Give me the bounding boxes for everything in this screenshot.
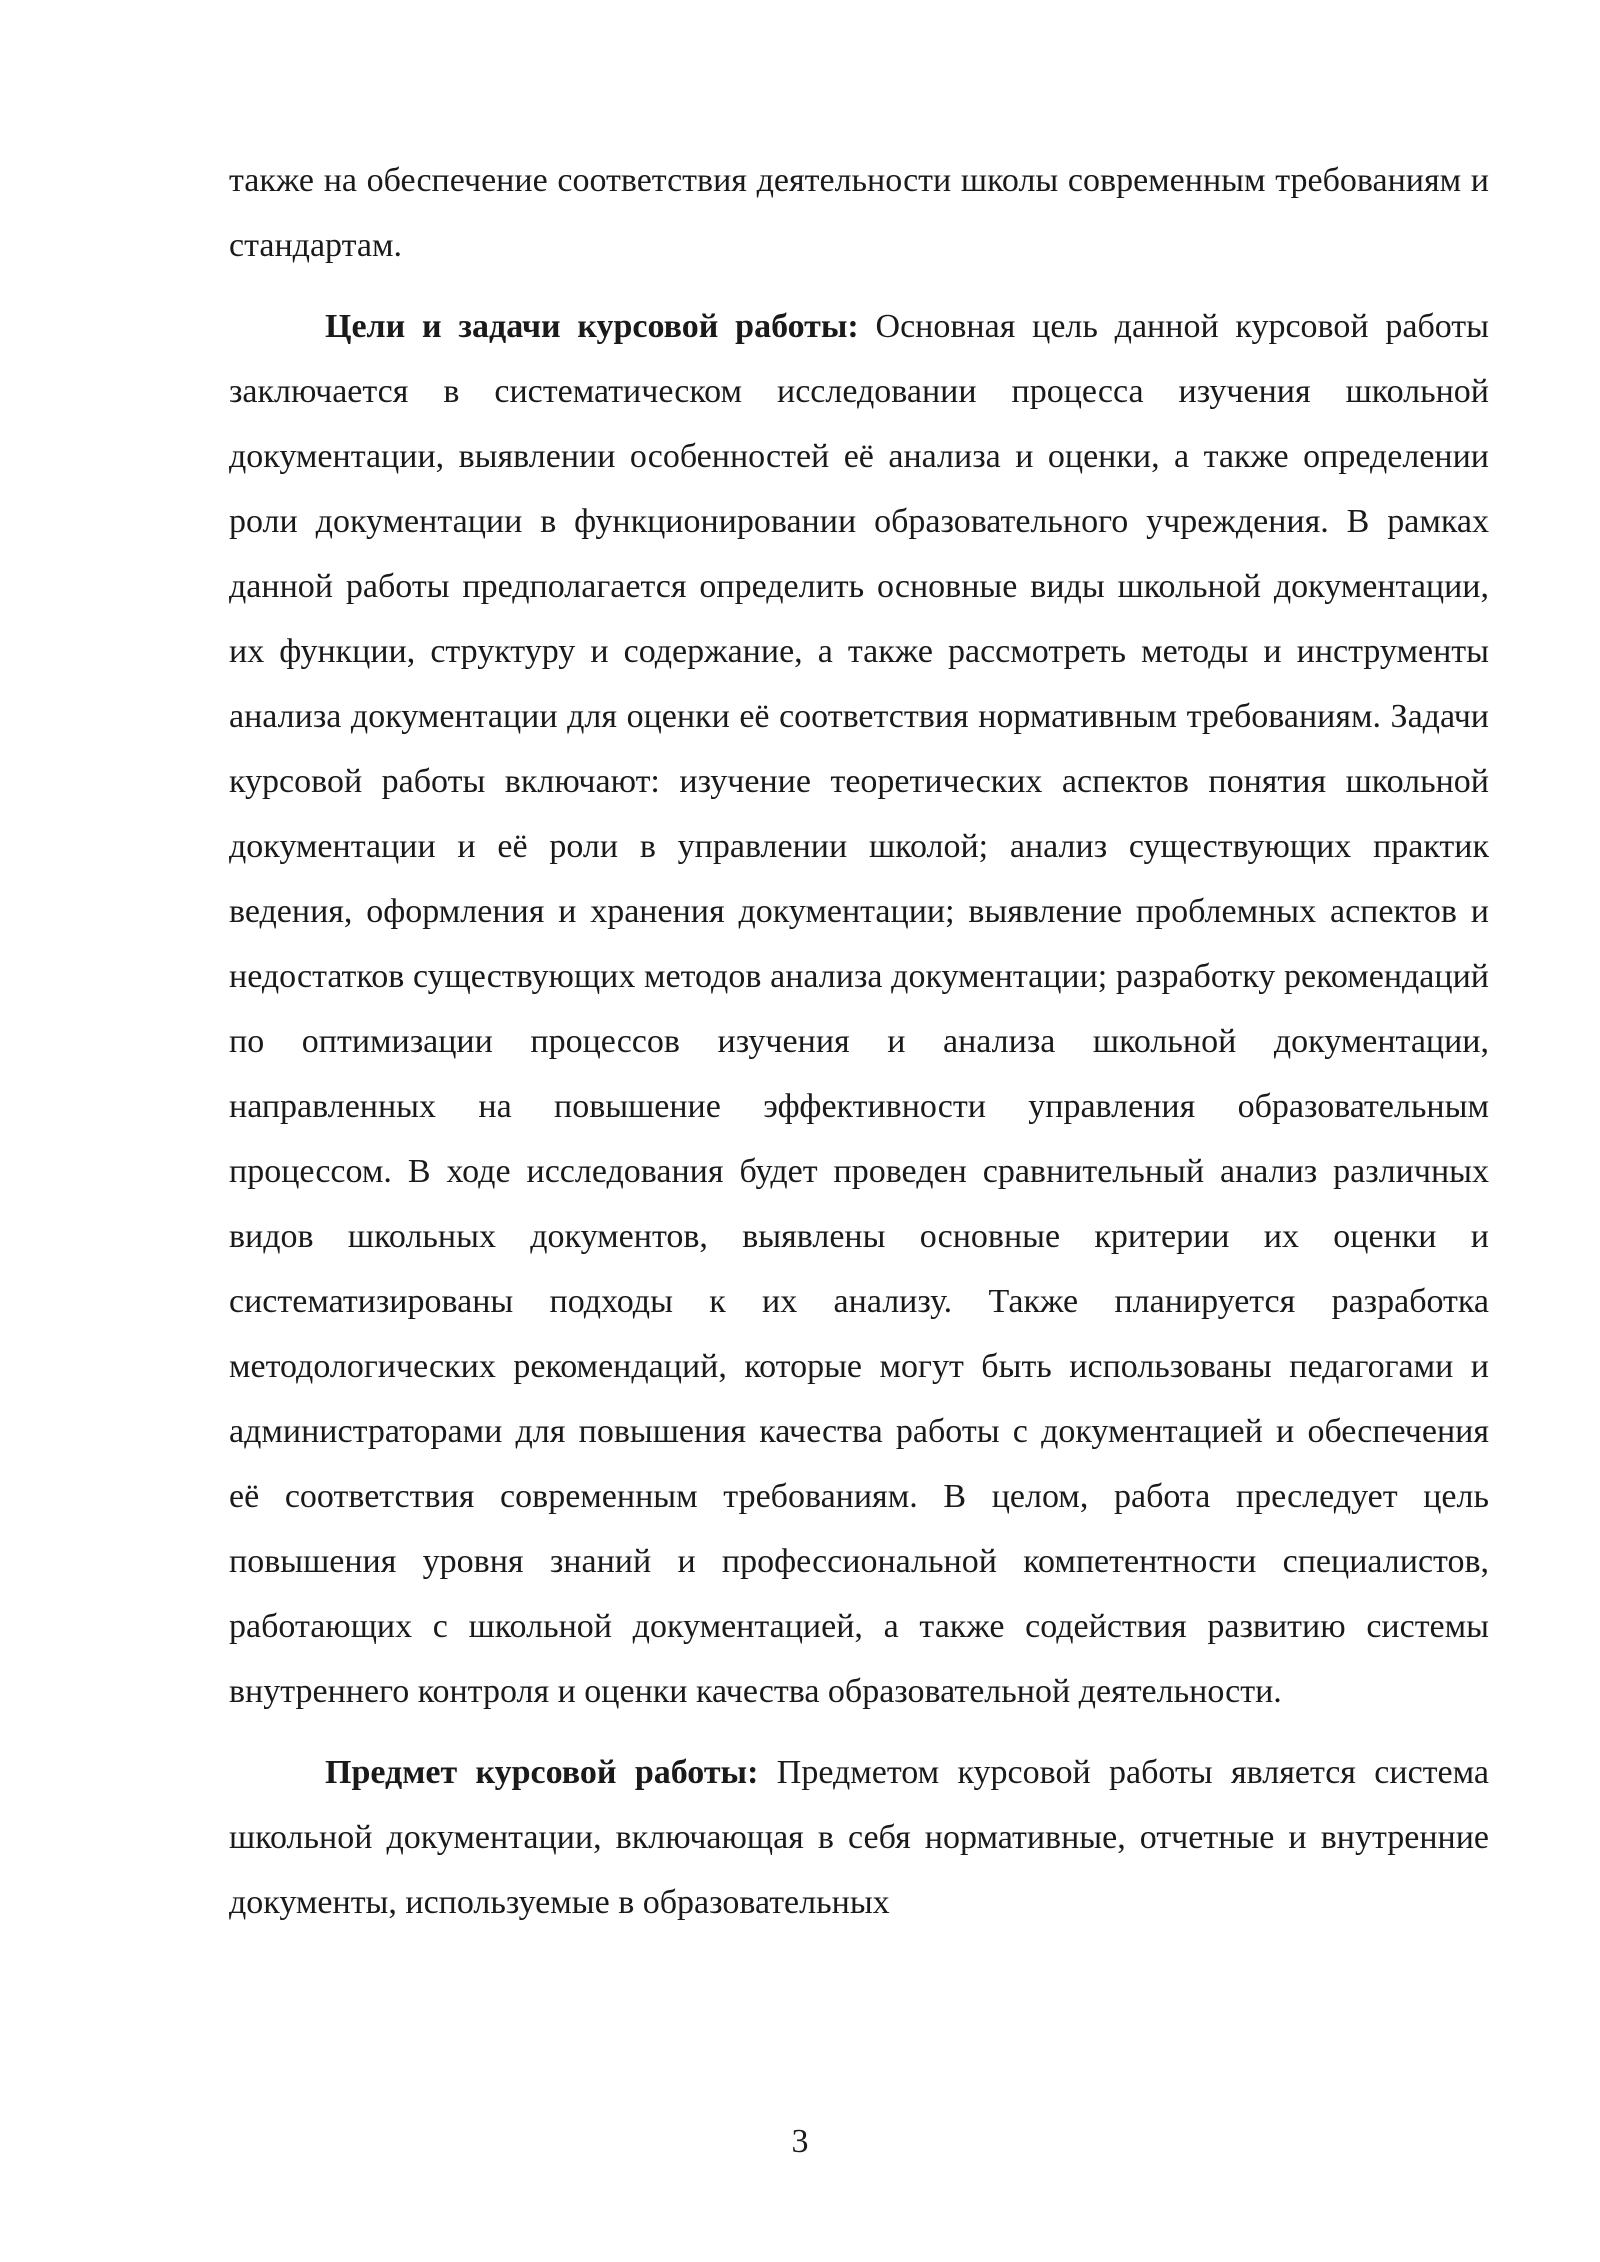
paragraph-text: также на обеспечение соответствия деятельности школы современным требованиям и стандартам. bbox=[229, 162, 1489, 264]
paragraph-text: Основная цель данной курсовой работы заключается в систематическом исследовании процесса изучения школьной документации, выявлении особенностей её анализа и оценки, а также определении роли документации в функционировании образовательного учреждения. В рамках данной работы предполагается определить основные виды школьной документации, их функции, структуру и содержание, а также рассмотреть методы и инструменты анализа документации для оценки её соответствия нормативным требованиям. Задачи курсовой работы включают: изучение теоретических аспектов понятия школьной документации и её роли в управлении школой; анализ существующих практик ведения, оформления и хранения документации; выявление проблемных аспектов и недостатков существующих методов анализа документации; разработку рекомендаций по оптимизации процессов изучения и анализа школьной документации, направленных на повышение эффективности управления образовательным процессом. В ходе исследования будет проведен сравнительный анализ различных видов школьных документов, выявлены основные критерии их оценки и систематизированы подходы к их анализу. Также планируется разработка методологических рекомендаций, которые могут быть использованы педагогами и администраторами для повышения качества работы с документацией и обеспечения её соответствия современным требованиям. В целом, работа преследует цель повышения уровня знаний и профессиональной компетентности специалистов, работающих с школьной документацией, а также содействия развитию системы внутреннего контроля и оценки качества образовательной деятельности. bbox=[229, 308, 1489, 1710]
paragraph-text: Предметом курсовой работы является система школьной документации, включающая в себя нормативные, отчетные и внутренние документы, используемые в образовательных bbox=[229, 1754, 1489, 1921]
page-body bbox=[229, 148, 1489, 1935]
paragraph-heading: Предмет курсовой работы: bbox=[325, 1754, 759, 1791]
page-number: 3 bbox=[791, 2123, 809, 2160]
paragraph-goals bbox=[229, 294, 1489, 1724]
paragraph-continuation bbox=[229, 148, 1489, 278]
paragraph-heading: Цели и задачи курсовой работы: bbox=[325, 308, 859, 345]
paragraph-subject bbox=[229, 1740, 1489, 1935]
